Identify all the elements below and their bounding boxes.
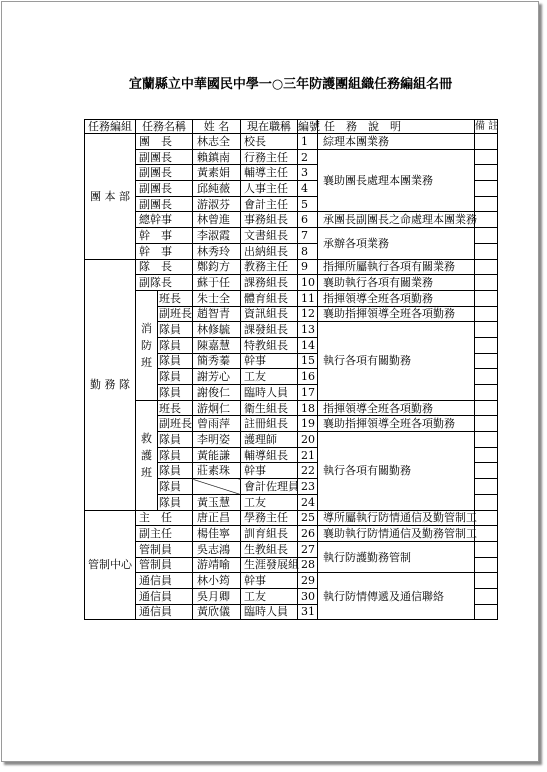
duty-cell: 承辦各項業務 [318,228,475,259]
note-cell [475,322,498,338]
duty-cell: 執行防護勤務管制 [318,541,475,572]
title-cell: 生教組長 [241,541,298,557]
number-cell: 1 [298,134,318,150]
role-cell: 副隊長 [136,275,193,291]
role-cell: 隊員 [158,432,193,448]
table-row [85,400,498,416]
note-cell [475,604,498,620]
number-cell: 19 [298,416,318,432]
note-cell [475,557,498,573]
header-duty: 任 務 說 明 [318,120,475,134]
role-cell: 副班長 [159,307,192,321]
note-cell [475,400,498,416]
note-cell [475,275,498,291]
role-cell: 隊員 [158,385,193,401]
title-cell: 臨時人員 [241,604,298,620]
duty-cell: 導所屬執行防情通信及勤管制工 [318,510,475,526]
note-cell [475,463,498,479]
note-cell [475,196,498,212]
title-cell: 文書組長 [241,228,298,244]
title-cell: 課務組長 [241,275,298,291]
role-cell: 副班長 [159,417,192,431]
title-cell: 工友 [241,494,298,510]
name-cell: 林志全 [193,134,241,150]
role-cell: 副團長 [136,149,193,165]
name-cell: 蘇于任 [193,275,241,291]
number-cell: 8 [298,243,318,259]
role-cell: 副主任 [136,526,193,542]
name-cell: 邱純薇 [193,181,241,197]
duty-cell: 襄助執行各項有關業務 [318,275,475,291]
note-cell [475,416,498,432]
name-cell: 林小筠 [193,573,241,589]
group-cell: 團 本 部 [85,134,136,260]
note-cell [475,541,498,557]
number-cell: 23 [298,479,318,495]
number-cell: 24 [298,494,318,510]
number-cell: 9 [298,259,318,275]
note-cell [475,573,498,589]
title-cell: 幹事 [241,573,298,589]
title-cell: 體育組長 [241,290,298,306]
number-cell: 27 [298,541,318,557]
unit-cell [136,400,158,510]
group-cell: 管制中心 [85,510,136,620]
role-cell: 主 任 [136,510,193,526]
name-cell: 李淑霞 [193,228,241,244]
name-cell: 唐正昌 [193,510,241,526]
number-cell: 21 [298,447,318,463]
group-cell: 勤 務 隊 [85,259,136,510]
name-cell: 賴鎮南 [193,149,241,165]
number-cell: 12 [298,306,318,322]
number-cell: 7 [298,228,318,244]
table-row [85,275,498,291]
table-row [85,510,498,526]
roster-table [84,119,498,620]
note-cell [475,479,498,495]
number-cell: 29 [298,573,318,589]
table-row [85,228,498,244]
roster-body [85,134,498,620]
number-cell: 22 [298,463,318,479]
table-row [85,149,498,165]
note-cell [475,447,498,463]
role-cell: 總幹事 [136,212,193,228]
header-row [85,120,498,134]
table-row [85,573,498,589]
name-cell: 吳月卿 [193,588,241,604]
role-cell: 隊員 [158,369,193,385]
note-cell [475,588,498,604]
title-cell: 生涯發展組 [241,557,298,573]
duty-cell: 承團長副團長之命處理本團業務 [318,212,475,228]
name-cell: 莊素珠 [193,463,241,479]
name-cell: 黃欣儀 [193,604,241,620]
name-cell: 黃能謙 [193,447,241,463]
note-cell [475,165,498,181]
number-cell: 3 [298,165,318,181]
role-cell: 隊員 [158,337,193,353]
role-cell: 班長 [158,400,193,416]
header-note: 備 註 [475,121,499,132]
duty-cell: 指揮領導全班各項勤務 [318,290,475,306]
note-cell [475,510,498,526]
title-cell: 校長 [241,134,298,150]
role-cell: 幹 事 [136,243,193,259]
title-cell: 輔導主任 [241,165,298,181]
role-cell: 副團長 [136,181,193,197]
duty-cell: 襄助執行防情通信及勤務管制工 [318,526,475,542]
note-cell [475,212,498,228]
role-cell: 管制員 [136,541,193,557]
duty-cell: 指揮所屬執行各項有關業務 [318,259,475,275]
name-cell: 趙智青 [193,306,241,322]
title-cell: 事務組長 [241,212,298,228]
duty-cell: 襄助指揮領導全班各項勤務 [318,416,475,432]
note-cell [475,526,498,542]
name-cell: 游靖喻 [193,557,241,573]
unit-label: 救護班 [141,431,152,479]
title-cell: 幹事 [241,353,298,369]
note-cell [475,369,498,385]
duty-cell: 執行防情傳遞及通信聯絡 [318,573,475,620]
unit-cell [136,290,158,400]
role-cell: 通信員 [136,573,193,589]
title-cell: 會計佐理員 [241,479,298,495]
role-cell: 隊員 [158,494,193,510]
role-cell: 隊員 [158,447,193,463]
title-cell: 輔導組長 [241,447,298,463]
title-cell: 臨時人員 [241,385,298,401]
number-cell: 18 [298,400,318,416]
note-cell [475,306,498,322]
name-cell: 李明姿 [193,432,241,448]
role-cell: 團 長 [136,134,193,150]
table-row [85,290,498,306]
role-cell: 通信員 [136,604,193,620]
title-cell: 資訊組長 [241,306,298,322]
name-cell: 簡秀蓁 [193,353,241,369]
document-title: 宜蘭縣立中華國民中學一○三年防護團組織任務編組名冊 [128,77,453,92]
note-cell [475,385,498,401]
table-row [85,541,498,557]
role-cell: 副團長 [136,196,193,212]
role-cell: 隊員 [158,322,193,338]
role-cell: 隊 長 [136,259,193,275]
note-cell [475,432,498,448]
duty-cell: 綜理本團業務 [318,134,475,150]
name-cell: 林修毓 [193,322,241,338]
title-cell: 工友 [241,369,298,385]
number-cell: 16 [298,369,318,385]
number-cell: 15 [298,353,318,369]
empty-name-slash [193,479,241,495]
table-row [85,212,498,228]
name-cell: 朱士全 [193,290,241,306]
number-cell: 26 [298,526,318,542]
number-cell: 30 [298,588,318,604]
title-cell: 會計主任 [241,196,298,212]
note-cell [475,134,498,150]
role-cell: 幹 事 [136,228,193,244]
note-cell [475,259,498,275]
number-cell: 10 [298,275,318,291]
number-cell: 28 [298,557,318,573]
number-cell: 4 [298,181,318,197]
title-cell: 訓育組長 [241,526,298,542]
name-cell: 吳志鴻 [193,541,241,557]
name-cell: 曾雨萍 [193,416,241,432]
table-row [85,134,498,150]
title-cell: 衛生組長 [241,400,298,416]
name-cell: 林秀玲 [193,243,241,259]
name-cell: 游炯仁 [193,400,241,416]
name-cell: 謝芳心 [193,369,241,385]
duty-cell: 執行各項有關勤務 [318,322,475,400]
note-cell [475,149,498,165]
number-cell: 2 [298,149,318,165]
number-cell: 11 [298,290,318,306]
name-cell: 黃素娟 [193,165,241,181]
role-cell: 副團長 [136,165,193,181]
number-cell: 6 [298,212,318,228]
name-cell: 陳嘉慧 [193,337,241,353]
title-cell: 工友 [241,588,298,604]
note-cell [475,228,498,244]
title-cell: 人事主任 [241,181,298,197]
header-role: 任務名稱 [136,120,193,134]
title-cell: 出納組長 [241,243,298,259]
name-cell: 鄭鈞方 [193,259,241,275]
title-cell: 課發組長 [241,322,298,338]
role-cell: 班長 [158,290,193,306]
duty-cell: 襄助指揮領導全班各項勤務 [318,306,475,322]
name-cell: 謝俊仁 [193,385,241,401]
header-number: 編號 [298,120,320,133]
header-group: 任務編組 [85,120,136,134]
name-cell: 楊佳寧 [193,526,241,542]
title-cell: 教務主任 [241,259,298,275]
duty-cell: 執行各項有關勤務 [318,432,475,510]
role-cell: 隊員 [158,463,193,479]
header-title: 現在職稱 [241,120,298,134]
title-cell: 幹事 [241,463,298,479]
title-cell: 學務主任 [241,510,298,526]
table-row [85,526,498,542]
title-cell: 行務主任 [241,149,298,165]
note-cell [475,494,498,510]
number-cell: 13 [298,322,318,338]
document-page [1,1,539,762]
number-cell: 25 [298,510,318,526]
role-cell: 隊員 [158,479,193,495]
role-cell: 隊員 [158,353,193,369]
title-cell: 護理師 [241,432,298,448]
number-cell: 14 [298,337,318,353]
note-cell [475,290,498,306]
number-cell: 31 [298,604,318,620]
role-cell: 通信員 [136,588,193,604]
note-cell [475,337,498,353]
name-cell: 黃玉慧 [193,494,241,510]
number-cell: 17 [298,385,318,401]
duty-cell: 襄助團長處理本團業務 [318,149,475,212]
note-cell [475,243,498,259]
note-cell [475,181,498,197]
table-row [85,259,498,275]
header-name: 姓 名 [193,120,241,134]
role-cell: 管制員 [136,557,193,573]
note-cell [475,353,498,369]
title-cell: 特教組長 [241,337,298,353]
number-cell: 20 [298,432,318,448]
name-cell: 游淑芬 [193,196,241,212]
unit-label: 消防班 [141,321,152,369]
title-cell: 註冊組長 [241,416,298,432]
duty-cell: 指揮領導全班各項勤務 [318,400,475,416]
name-cell: 林曾進 [193,212,241,228]
number-cell: 5 [298,196,318,212]
